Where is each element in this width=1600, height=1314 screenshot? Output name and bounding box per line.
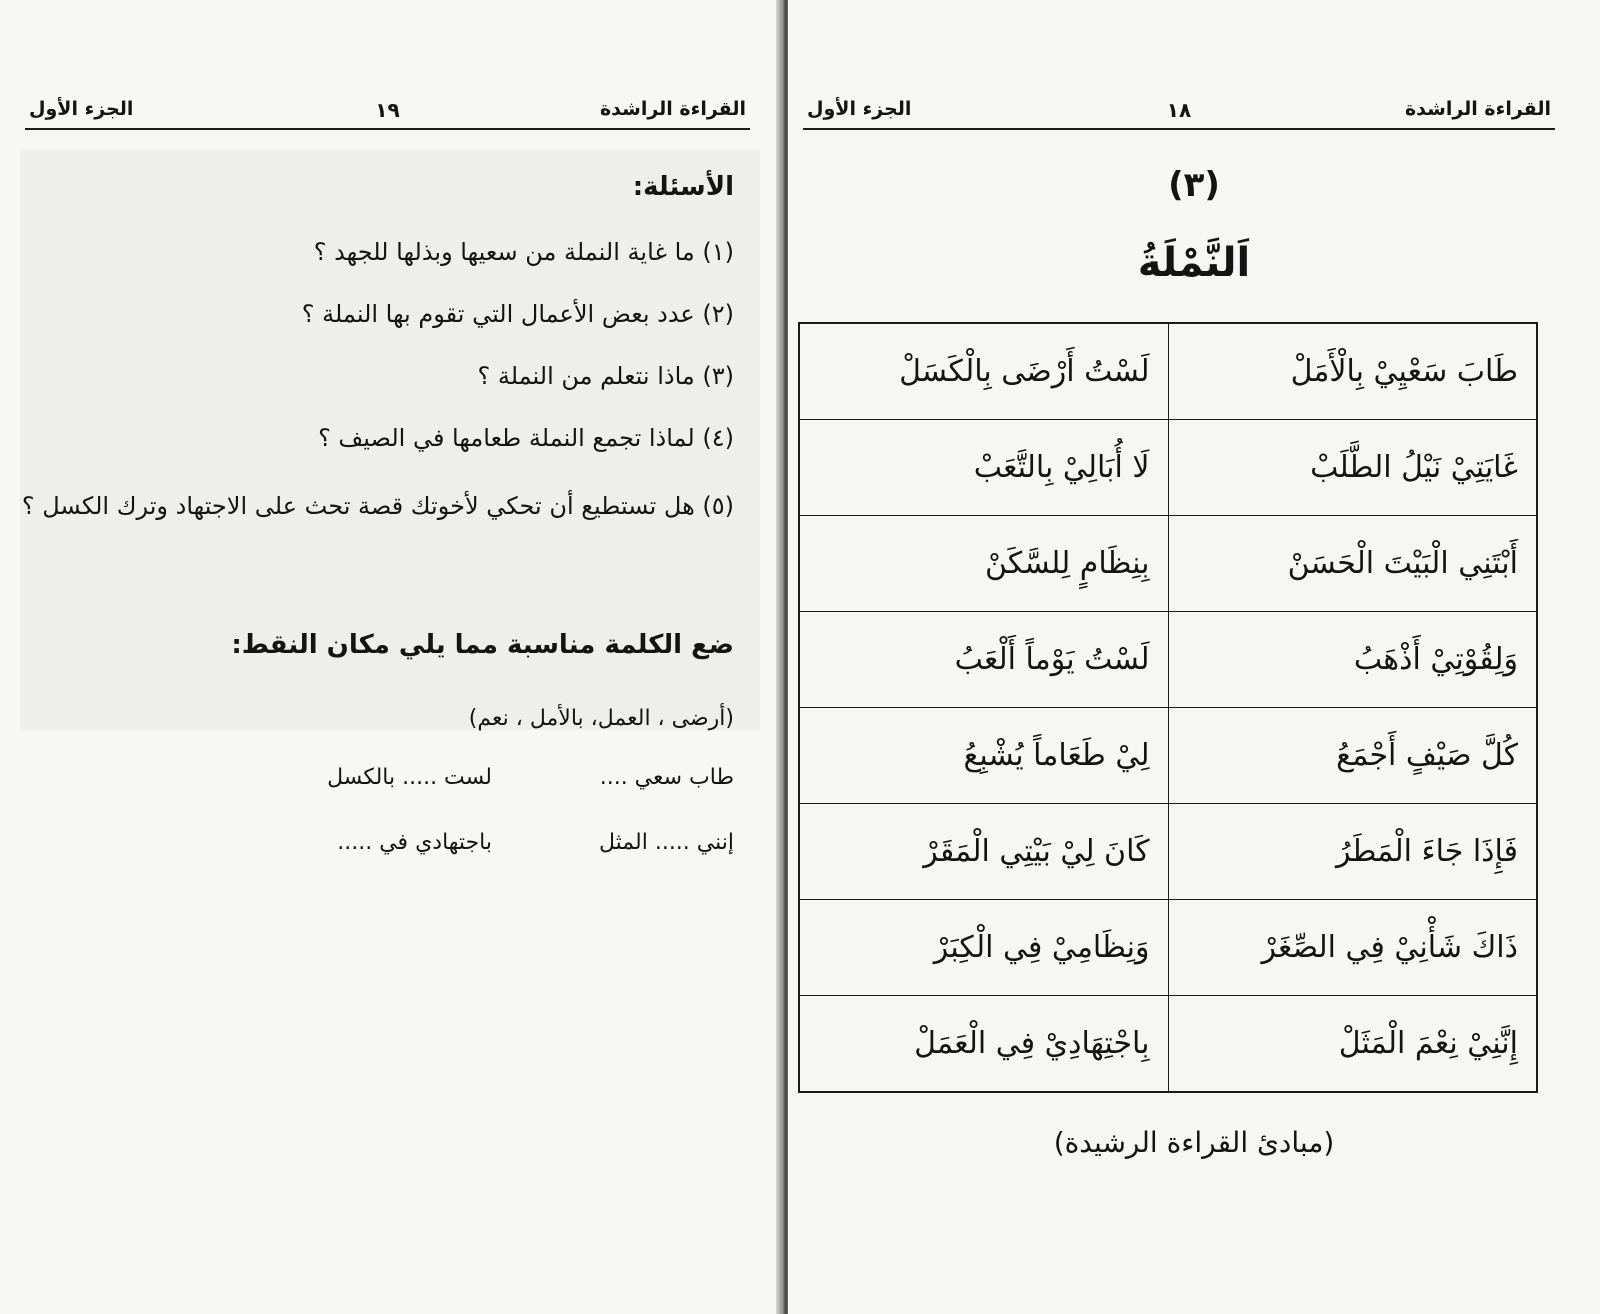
verse-first-half: كُلَّ صَيْفٍ أَجْمَعُ (1168, 708, 1537, 804)
verse-second-half: لِيْ طَعَاماً يُشْبِعُ (799, 708, 1168, 804)
page-right (788, 0, 1600, 1314)
verse-second-half: بِاجْتِهَادِيْ فِي الْعَمَلْ (799, 996, 1168, 1093)
book-title: القراءة الراشدة (1404, 98, 1551, 120)
verse-first-half: ذَاكَ شَأْنِيْ فِي الصِّغَرْ (1168, 900, 1537, 996)
book-title: القراءة الراشدة (599, 98, 746, 120)
verse-first-half: إِنَّنِيْ نِعْمَ الْمَثَلْ (1168, 996, 1537, 1093)
fill-in-heading: ضع الكلمة مناسبة مما يلي مكان النقط: (231, 630, 734, 660)
verse-second-half: كَانَ لِيْ بَيْتِي الْمَقَرْ (799, 804, 1168, 900)
verse-first-half: طَابَ سَعْيِيْ بِالْأَمَلْ (1168, 323, 1537, 420)
verse-second-half: لَا أُبَالِيْ بِالتَّعَبْ (799, 420, 1168, 516)
page-number: ١٩ (375, 98, 400, 122)
lesson-title: اَلنَّمْلَةُ (1137, 240, 1251, 286)
question-2: (٢) عدد بعض الأعمال التي تقوم بها النملة ؟ (301, 300, 734, 328)
exercise-1-part-b: لست ..... بالكسل (327, 765, 492, 790)
source-citation: (مبادئ القراءة الرشيدة) (1053, 1126, 1335, 1159)
question-4: (٤) لماذا تجمع النملة طعامها في الصيف ؟ (318, 424, 734, 452)
verse-second-half: لَسْتُ يَوْماً أَلْعَبُ (799, 612, 1168, 708)
exercise-2-part-b: باجتهادي في ..... (337, 830, 492, 855)
volume-part: الجزء الأول (807, 98, 912, 120)
poem-table (798, 322, 1538, 1093)
poem-verse (799, 323, 1537, 420)
verse-first-half: غَايَتِيْ نَيْلُ الطَّلَبْ (1168, 420, 1537, 516)
poem-verse (799, 516, 1537, 612)
poem-verse (799, 420, 1537, 516)
word-bank: (أرضى ، العمل، بالأمل ، نعم) (468, 706, 734, 731)
lesson-number: (٣) (1168, 165, 1220, 205)
poem-verse (799, 804, 1537, 900)
verse-first-half: فَإِذَا جَاءَ الْمَطَرُ (1168, 804, 1537, 900)
exercise-2-part-a: إنني ..... المثل (599, 830, 734, 855)
question-5: (٥) هل تستطيع أن تحكي لأخوتك قصة تحث على الاجتهاد وترك الكسل ؟ (21, 492, 734, 520)
poem-verse (799, 708, 1537, 804)
question-3: (٣) ماذا نتعلم من النملة ؟ (477, 362, 734, 390)
question-1: (١) ما غاية النملة من سعيها وبذلها للجهد ؟ (313, 238, 734, 266)
verse-first-half: أَبْتَنِي الْبَيْتَ الْحَسَنْ (1168, 516, 1537, 612)
page-number: ١٨ (1166, 98, 1192, 122)
questions-heading: الأسئلة: (632, 172, 734, 202)
volume-part: الجزء الأول (29, 98, 134, 120)
exercise-1-part-a: طاب سعي .... (599, 765, 734, 790)
verse-second-half: بِنِظَامٍ لِلسَّكَنْ (799, 516, 1168, 612)
poem-verse (799, 612, 1537, 708)
verse-second-half: لَسْتُ أَرْضَى بِالْكَسَلْ (799, 323, 1168, 420)
poem-verse (799, 900, 1537, 996)
poem-verse (799, 996, 1537, 1093)
page-left (0, 0, 782, 1314)
verse-second-half: وَنِظَامِيْ فِي الْكِبَرْ (799, 900, 1168, 996)
page-header (803, 92, 1555, 130)
page-header (25, 92, 750, 130)
verse-first-half: وَلِقُوْتِيْ أَذْهَبُ (1168, 612, 1537, 708)
